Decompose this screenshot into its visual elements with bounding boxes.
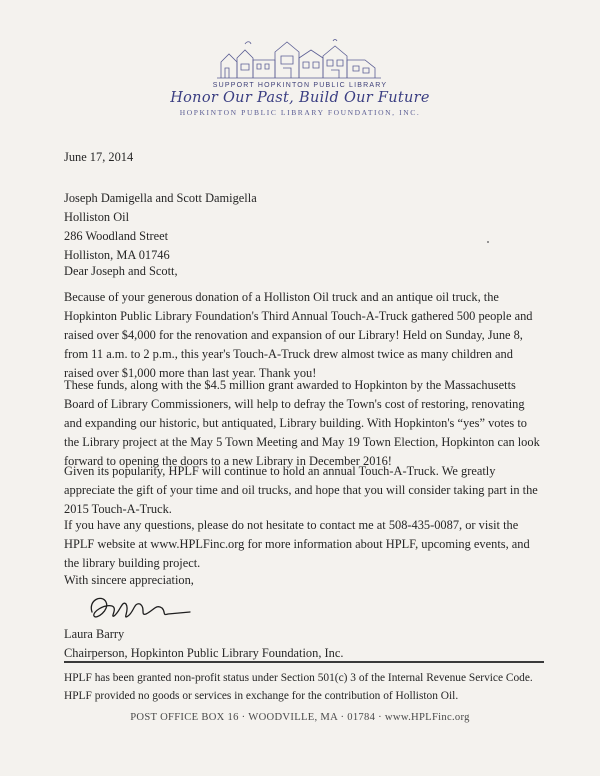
handwritten-signature-icon bbox=[84, 590, 194, 626]
signer-block bbox=[64, 625, 343, 663]
body-paragraph: Given its popularity, HPLF will continue to hold an annual Touch-A-Truck. We greatly appreciate the gift of your time and oil trucks, and hope that you will consider taking part in the 2015 Touch-A-Truck. bbox=[64, 464, 538, 516]
tax-note-line: HPLF has been granted non-profit status under Section 501(c) 3 of the Internal Revenue Service Code. bbox=[64, 672, 533, 684]
salutation: Dear Joseph and Scott, bbox=[64, 264, 178, 278]
letterhead-foundation-name: HOPKINTON PUBLIC LIBRARY FOUNDATION, INC. bbox=[179, 108, 421, 117]
letterhead-tagline: Honor Our Past, Build Our Future bbox=[170, 90, 430, 106]
recipient-city: Holliston, MA 01746 bbox=[64, 248, 170, 262]
library-building-sketch-icon bbox=[215, 38, 385, 80]
divider-line bbox=[64, 661, 544, 663]
recipient-company: Holliston Oil bbox=[64, 210, 130, 224]
body-paragraph: Because of your generous donation of a Holliston Oil truck and an antique oil truck, the Hopkinton Public Library Foundation's Third Annual Touch-A-Truck gathered 500 people and raised over $4,000 for the renovation and expansion of our Library! Held on Sunday, June 8, from 11 a.m. to 2 p.m., this year's Touch-A-Truck drew almost twice as many children and raised over $1,000 more than last year. Thank you! bbox=[64, 290, 533, 380]
body-paragraph: If you have any questions, please do not hesitate to contact me at 508-435-0087, or visit the HPLF website at www.HPLFinc.org for more information about HPLF, upcoming events, and the library building project. bbox=[64, 518, 530, 570]
letter-date: June 17, 2014 bbox=[64, 150, 134, 164]
tax-note-line: HPLF provided no goods or services in exchange for the contribution of Holliston Oil. bbox=[64, 690, 459, 702]
letterhead-support-text: SUPPORT HOPKINTON PUBLIC LIBRARY bbox=[212, 82, 388, 89]
body-paragraph: These funds, along with the $4.5 million grant awarded to Hopkinton by the Massachusetts Board of Library Commissioners, will help to defray the Town's cost of restoring, renovating and expanding our historic, but antiquated, Library building. With Hopkinton's “yes” votes to the Library project at the May 5 Town Meeting and May 19 Town Election, Hopkinton can look forward to opening the doors to a new Library in December 2016! bbox=[64, 378, 540, 468]
recipient-name: Joseph Damigella and Scott Damigella bbox=[64, 191, 257, 205]
footer-address: POST OFFICE BOX 16 · WOODVILLE, MA · 01784 · www.HPLFinc.org bbox=[130, 712, 470, 723]
letterhead bbox=[150, 38, 450, 117]
recipient-street: 286 Woodland Street bbox=[64, 229, 169, 243]
recipient-address bbox=[64, 189, 257, 265]
paper-speck bbox=[487, 241, 489, 243]
closing: With sincere appreciation, bbox=[64, 573, 194, 587]
tax-note bbox=[64, 669, 544, 705]
signer-name: Laura Barry bbox=[64, 627, 125, 641]
signer-title: Chairperson, Hopkinton Public Library Foundation, Inc. bbox=[64, 646, 344, 660]
